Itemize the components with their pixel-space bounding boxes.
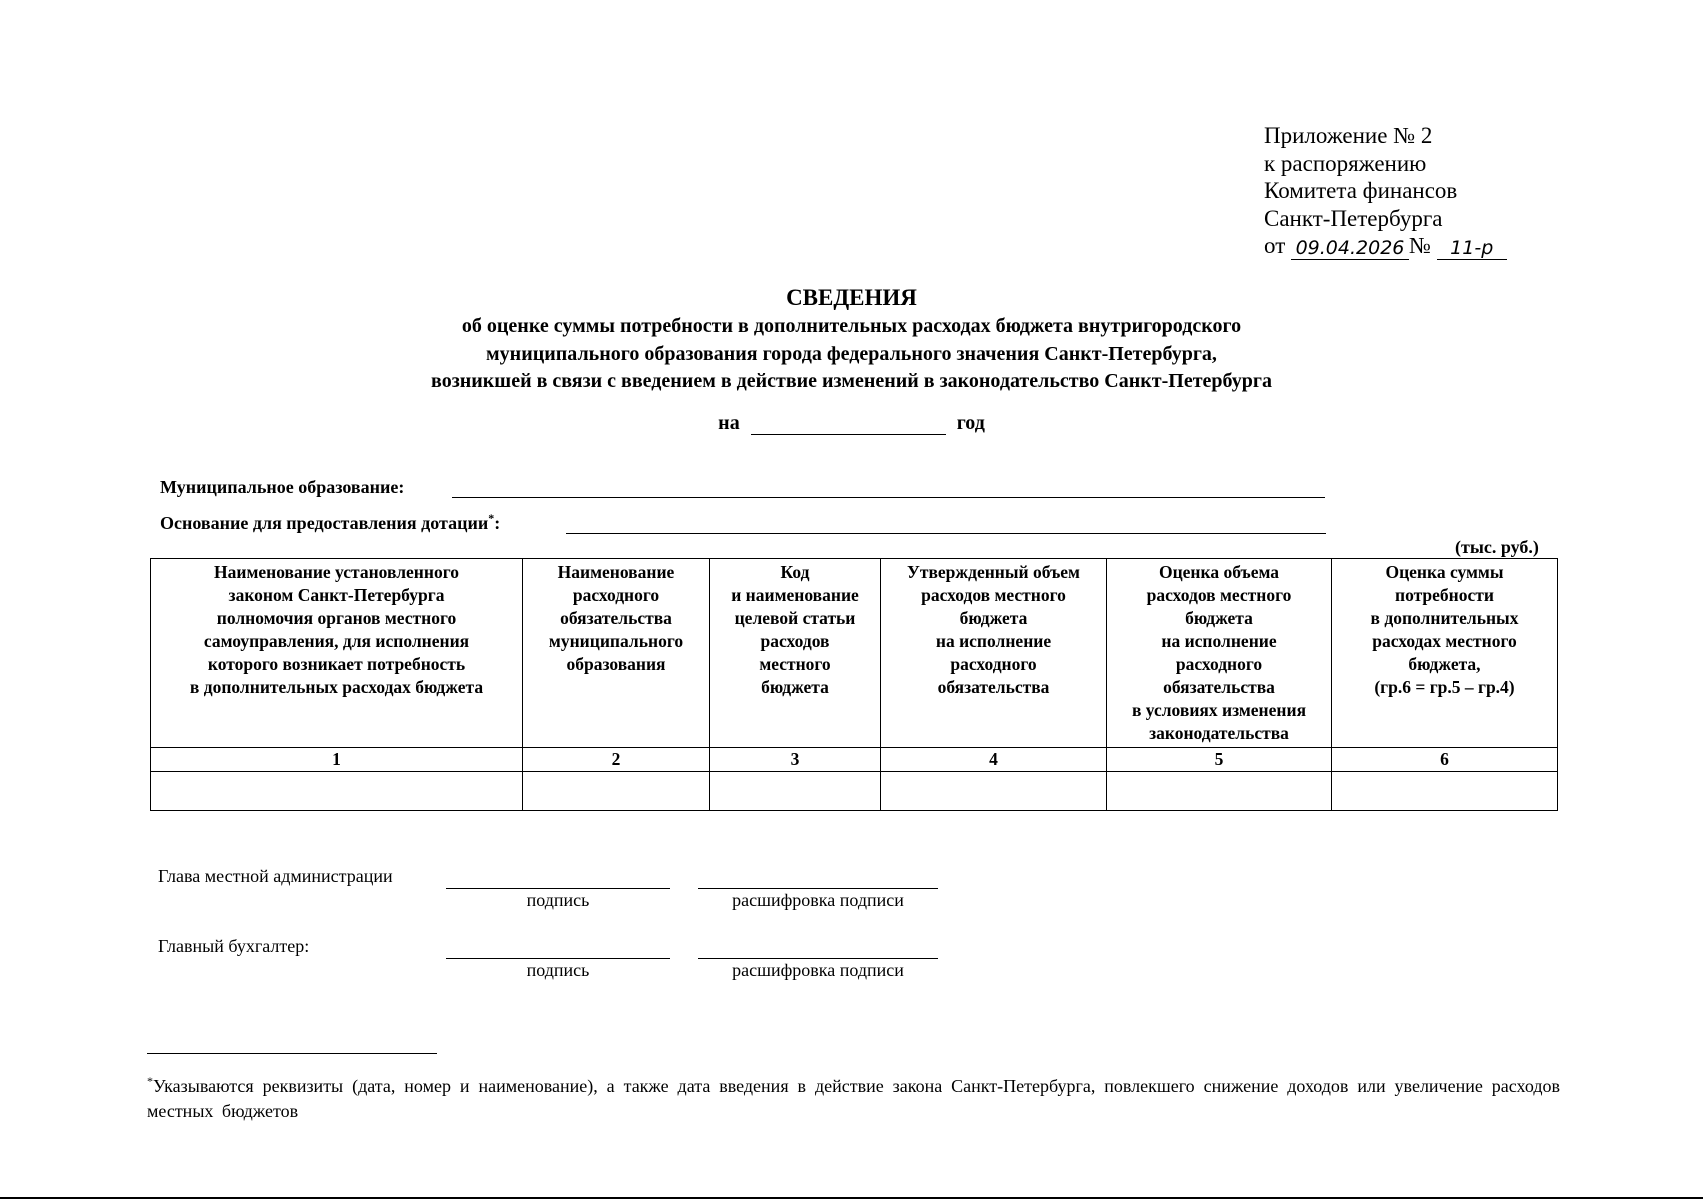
appendix-block xyxy=(1264,122,1507,260)
table-cell[interactable] xyxy=(710,772,881,811)
basis-colon: : xyxy=(494,513,501,533)
signature-caption: подпись xyxy=(526,890,590,910)
column-number-cell: 3 xyxy=(710,748,881,772)
table-cell[interactable] xyxy=(1332,772,1558,811)
head-decoding-line[interactable] xyxy=(698,888,938,889)
table-header-cell: Утвержденный объем расходов местного бюджета на исполнение расходного обязательства xyxy=(881,559,1107,748)
table-cell[interactable] xyxy=(881,772,1107,811)
scan-bottom-edge xyxy=(0,1197,1703,1199)
year-blank-field[interactable] xyxy=(751,414,946,435)
decoding-caption: расшифровка подписи xyxy=(732,890,904,910)
basis-label-text: Основание для предоставления дотации xyxy=(160,513,489,533)
basis-label xyxy=(160,511,500,534)
column-number-cell: 6 xyxy=(1332,748,1558,772)
accountant-decoding-line[interactable] xyxy=(698,958,938,959)
appendix-line: к распоряжению xyxy=(1264,150,1427,176)
table-header-cell: Наименование установленного законом Санкт-Петербурга полномочия органов местного самоуправления, для исполнения которого возникает потребность в дополнительных расходах бюджета xyxy=(151,559,523,748)
footnote-mark: * xyxy=(488,511,495,525)
table-row xyxy=(151,772,1558,811)
appendix-date-line xyxy=(1264,232,1507,260)
column-number-cell: 1 xyxy=(151,748,523,772)
handwritten-number: 11-р xyxy=(1437,235,1507,260)
signature-caption: подпись xyxy=(526,960,590,980)
appendix-line: Приложение № 2 xyxy=(1264,123,1433,148)
data-table xyxy=(150,558,1558,811)
head-administration-label: Глава местной администрации xyxy=(158,866,393,886)
column-number-row xyxy=(151,748,1558,772)
decoding-caption: расшифровка подписи xyxy=(732,960,904,980)
column-number-cell: 2 xyxy=(523,748,710,772)
date-prefix: от xyxy=(1264,233,1286,258)
subtitle-line: возникшей в связи с введением в действие изменений в законодательство Санкт-Петербурга xyxy=(431,370,1272,392)
column-number-cell: 4 xyxy=(881,748,1107,772)
footnote xyxy=(147,1069,1560,1124)
table-header-cell: Оценка суммы потребности в дополнительных расходах местного бюджета, (гр.6 = гр.5 – гр.4) xyxy=(1332,559,1558,748)
table-header-row xyxy=(151,559,1558,748)
table-header-cell: Наименование расходного обязательства муниципального образования xyxy=(523,559,710,748)
footnote-mark: * xyxy=(147,1074,153,1088)
year-prefix: на xyxy=(718,412,740,434)
table-header-cell: Код и наименование целевой статьи расходов местного бюджета xyxy=(710,559,881,748)
table-cell[interactable] xyxy=(523,772,710,811)
subtitle-line: об оценке суммы потребности в дополнительных расходах бюджета внутригородского xyxy=(461,315,1242,337)
year-suffix: год xyxy=(956,412,985,434)
subtitle-line: муниципального образования города федерального значения Санкт-Петербурга, xyxy=(486,342,1217,365)
appendix-line: Комитета финансов xyxy=(1264,178,1458,203)
accountant-signature-line[interactable] xyxy=(446,958,670,959)
head-signature-line[interactable] xyxy=(446,888,670,889)
table-header-cell: Оценка объема расходов местного бюджета на исполнение расходного обязательства в условиях изменения законодательства xyxy=(1107,559,1332,748)
number-sign: № xyxy=(1409,233,1431,258)
page-title: СВЕДЕНИЯ xyxy=(786,285,917,310)
table-cell[interactable] xyxy=(1107,772,1332,811)
footnote-divider xyxy=(147,1053,437,1054)
footnote-text: Указываются реквизиты (дата, номер и наименование), а также дата введения в действие закона Санкт-Петербурга, повлекшего снижение доходов или увеличение расходов местных бюджетов xyxy=(147,1076,1560,1121)
handwritten-date: 09.04.2026 xyxy=(1291,235,1409,260)
appendix-line: Санкт-Петербурга xyxy=(1264,205,1443,231)
chief-accountant-label: Главный бухгалтер: xyxy=(158,936,310,956)
basis-field[interactable] xyxy=(566,533,1326,534)
title-block xyxy=(0,283,1703,396)
municipality-label: Муниципальное образование: xyxy=(160,477,405,497)
municipality-field[interactable] xyxy=(452,497,1325,498)
units-label: (тыс. руб.) xyxy=(1455,537,1539,557)
year-line xyxy=(0,412,1703,435)
column-number-cell: 5 xyxy=(1107,748,1332,772)
table-cell[interactable] xyxy=(151,772,523,811)
